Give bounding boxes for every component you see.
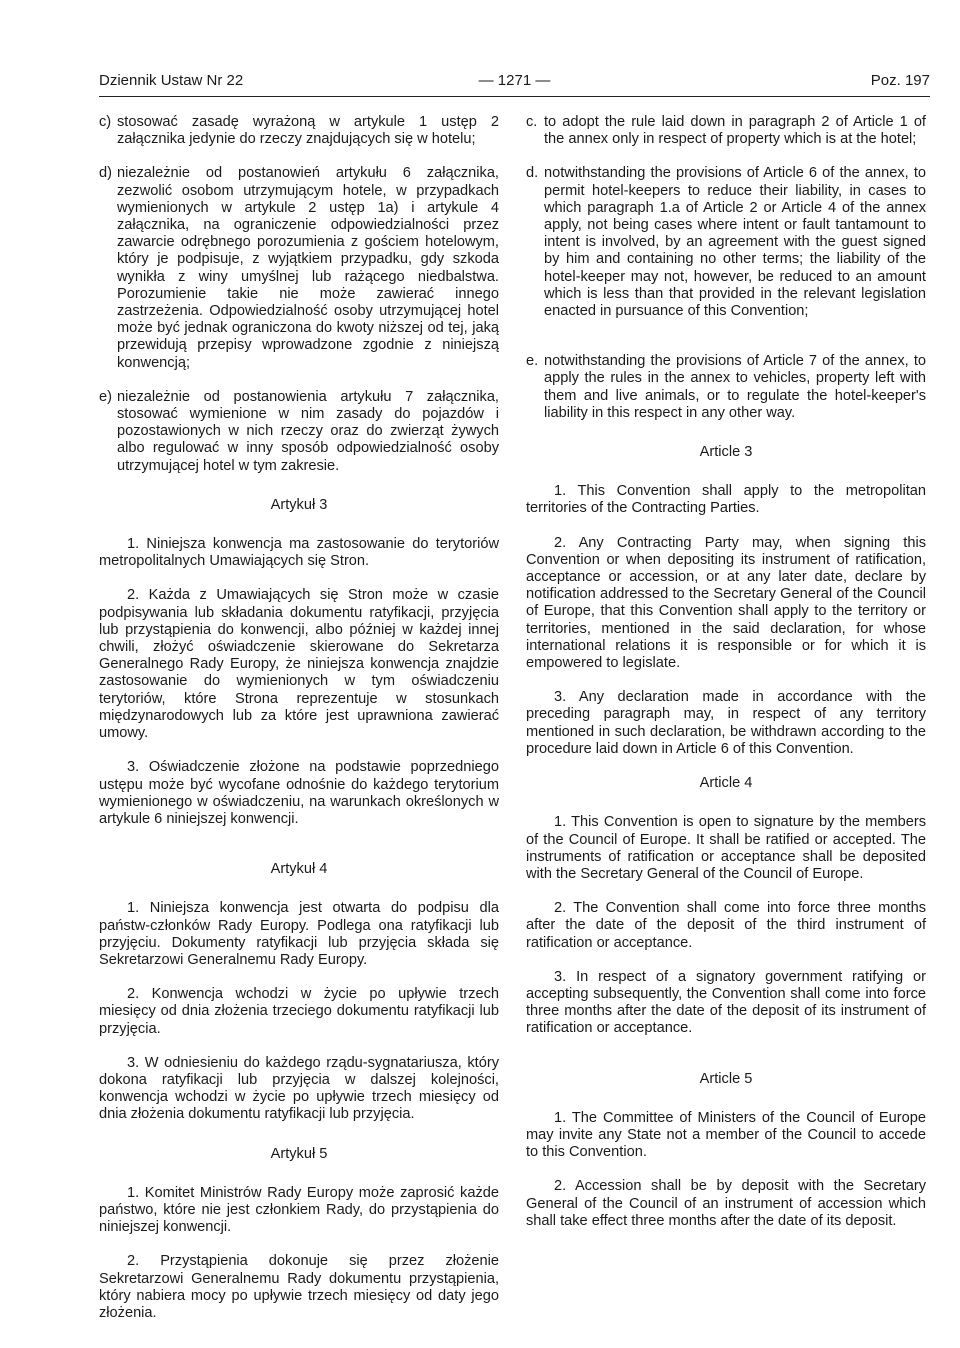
- en-article-3-paragraph-1: 1. This Convention shall apply to the metropolitan territories of the Contracting Parties.: [526, 483, 926, 517]
- en-article-4-paragraph-3: 3. In respect of a signatory government ratifying or accepting subsequently, the Convention shall come into force three months after the date of the deposit of its instrument of ratification or acceptance.: [526, 968, 926, 1037]
- position-number: Poz. 197: [870, 72, 930, 89]
- page-number: — 1271 —: [478, 72, 551, 89]
- pl-article-4-heading: Artykuł 4: [270, 861, 328, 878]
- en-article-3-paragraph-2: 2. Any Contracting Party may, when signing this Convention or when depositing its instrument of ratification, acceptance or accession, or at any later date, declare by notification addressed to the Secretary General of the Council of Europe, that this Convention shall apply to the territory or territories, mentioned in the said declaration, for whose international relations it is responsible or for which it is empowered to legislate.: [526, 534, 926, 672]
- pl-article-3-paragraph-1: 1. Niniejsza konwencja ma zastosowanie do terytoriów metropolitalnych Umawiających się Stron.: [99, 536, 499, 570]
- pl-item-d-label: d): [99, 165, 112, 182]
- page-header: [99, 72, 930, 94]
- en-item-d-label: d.: [526, 165, 539, 182]
- en-article-5-paragraph-2: 2. Accession shall be by deposit with the Secretary General of the Council of an instrument of accession which shall take effect three months after the date of its deposit.: [526, 1178, 926, 1229]
- pl-article-3-paragraph-3: 3. Oświadczenie złożone na podstawie poprzedniego ustępu może być wycofane odnośnie do każdego terytorium wymienionego w oświadczeniu, na warunkach określonych w artykule 6 niniejszej konwencji.: [99, 759, 499, 827]
- pl-article-5-paragraph-1: 1. Komitet Ministrów Rady Europy może zaprosić każde państwo, które nie jest członkiem Rady, do przystąpienia do niniejszej konwencji.: [99, 1184, 499, 1236]
- en-article-4-paragraph-2: 2. The Convention shall come into force three months after the date of the deposit of the third instrument of ratification or acceptance.: [526, 900, 926, 951]
- en-article-4-paragraph-1: 1. This Convention is open to signature by the members of the Council of Europe. It shall be ratified or accepted. The instruments of ratification or acceptance shall be deposited with the Secretary General of the Council of Europe.: [526, 814, 926, 882]
- en-item-c-text: to adopt the rule laid down in paragraph 2 of Article 1 of the annex only in respect of property which is at the hotel;: [544, 114, 926, 148]
- pl-item-e: [99, 389, 499, 475]
- en-item-d-text: notwithstanding the provisions of Article 6 of the annex, to permit hotel-keepers to reduce their liability, in cases to which paragraph 1.a of Article 2 or Article 4 of the annex apply, not being cases where intent or fault tantamount to intent is involved, by an agreement with the guest signed by him and containing no other terms; the liability of the hotel-keeper may not, however, be reduced to an amount which is less than that provided in the relevant legislation enacted in pursuance of this Convention;: [544, 165, 926, 320]
- en-item-c-label: c.: [526, 114, 538, 130]
- en-article-3-paragraph-3: 3. Any declaration made in accordance with the preceding paragraph may, in respect of any territory mentioned in such declaration, be withdrawn according to the procedure laid down in Article 6 of this Convention.: [526, 689, 926, 757]
- pl-item-c-text: stosować zasadę wyrażoną w artykule 1 ustęp 2 załącznika jedynie do rzeczy znajdujących się w hotelu;: [117, 114, 499, 148]
- en-item-d: [526, 165, 926, 320]
- en-item-e-label: e.: [526, 353, 539, 370]
- en-article-4-heading: Article 4: [699, 775, 753, 792]
- pl-item-c-label: c): [99, 114, 112, 130]
- journal-title: Dziennik Ustaw Nr 22: [99, 72, 244, 89]
- en-item-e: [526, 353, 926, 422]
- english-column: [526, 114, 926, 1230]
- polish-column: [99, 114, 499, 1322]
- en-article-5-heading: Article 5: [699, 1070, 753, 1087]
- pl-article-4-paragraph-2: 2. Konwencja wchodzi w życie po upływie trzech miesięcy od dnia złożenia trzeciego dokumentu ratyfikacji lub przyjęcia.: [99, 986, 499, 1037]
- en-item-c: [526, 114, 926, 148]
- en-article-3-heading: Article 3: [699, 444, 753, 461]
- pl-article-4-paragraph-3: 3. W odniesieniu do każdego rządu-sygnatariusza, który dokona ratyfikacji lub przyjęcia w dalszej kolejności, konwencja wchodzi w życie po upływie trzech miesięcy od dnia złożenia dokumentu ratyfikacji lub przyjęcia.: [99, 1054, 499, 1123]
- en-item-e-text: notwithstanding the provisions of Article 7 of the annex, to apply the rules in the annex to vehicles, property left with them and live animals, or to regulate the hotel-keeper's liability in this respect in any other way.: [544, 353, 926, 421]
- pl-item-c: [99, 114, 499, 148]
- header-rule: [99, 96, 930, 97]
- pl-item-d: [99, 165, 499, 371]
- pl-article-3-heading: Artykuł 3: [270, 496, 328, 513]
- en-article-5-paragraph-1: 1. The Committee of Ministers of the Council of Europe may invite any State not a member of the Council to accede to this Convention.: [526, 1109, 926, 1161]
- pl-item-e-text: niezależnie od postanowienia artykułu 7 załącznika, stosować wymienione w nim zasady do pojazdów i pozostawionych w nich rzeczy oraz do zwierząt żywych albo regulować w inny sposób odpowiedzialność osoby utrzymującej hotel w tym zakresie.: [117, 388, 499, 474]
- pl-article-5-paragraph-2: 2. Przystąpienia dokonuje się przez złożenie Sekretarzowi Generalnemu Rady dokumentu przystąpienia, który nabiera mocy po upływie trzech miesięcy od daty jego złożenia.: [99, 1253, 499, 1321]
- pl-item-e-label: e): [99, 388, 112, 405]
- pl-article-4-paragraph-1: 1. Niniejsza konwencja jest otwarta do podpisu dla państw-członków Rady Europy. Podlega ona ratyfikacji lub przyjęciu. Dokumenty ratyfikacji lub przyjęcia składa się Sekretarzowi Generalnemu Rady Europy.: [99, 900, 499, 968]
- pl-item-d-text: niezależnie od postanowień artykułu 6 załącznika, zezwolić osobom utrzymującym hotele, w przypadkach wymienionych w artykule 2 ustęp 1a) i artykule 4 załącznika, na ograniczenie odpowiedzialności przez zawarcie odrębnego porozumienia z gościem hotelowym, który je podpisuje, z wyjątkiem przypadku, gdy szkoda wynikła z winy umyślnej lub rażącego niedbalstwa. Porozumienie takie nie może zawierać innego zastrzeżenia. Odpowiedzialność osoby utrzymującej hotel może być jednak ograniczona do kwoty niższej od tej, jaką przewidują przepisy wprowadzone zgodnie z niniejszą konwencją;: [117, 165, 499, 371]
- pl-article-5-heading: Artykuł 5: [270, 1145, 328, 1162]
- pl-article-3-paragraph-2: 2. Każda z Umawiających się Stron może w czasie podpisywania lub składania dokumentu ratyfikacji, przyjęcia lub przystąpienia do konwencji, albo później w każdej innej chwili, złożyć oświadczenie skierowane do Sekretarza Generalnego Rady Europy, że niniejsza konwencja znajdzie zastosowanie do wymienionych w tym oświadczeniu terytoriów, które Strona reprezentuje w stosunkach międzynarodowych lub za które jest uprawniona zawierać umowy.: [99, 587, 499, 742]
